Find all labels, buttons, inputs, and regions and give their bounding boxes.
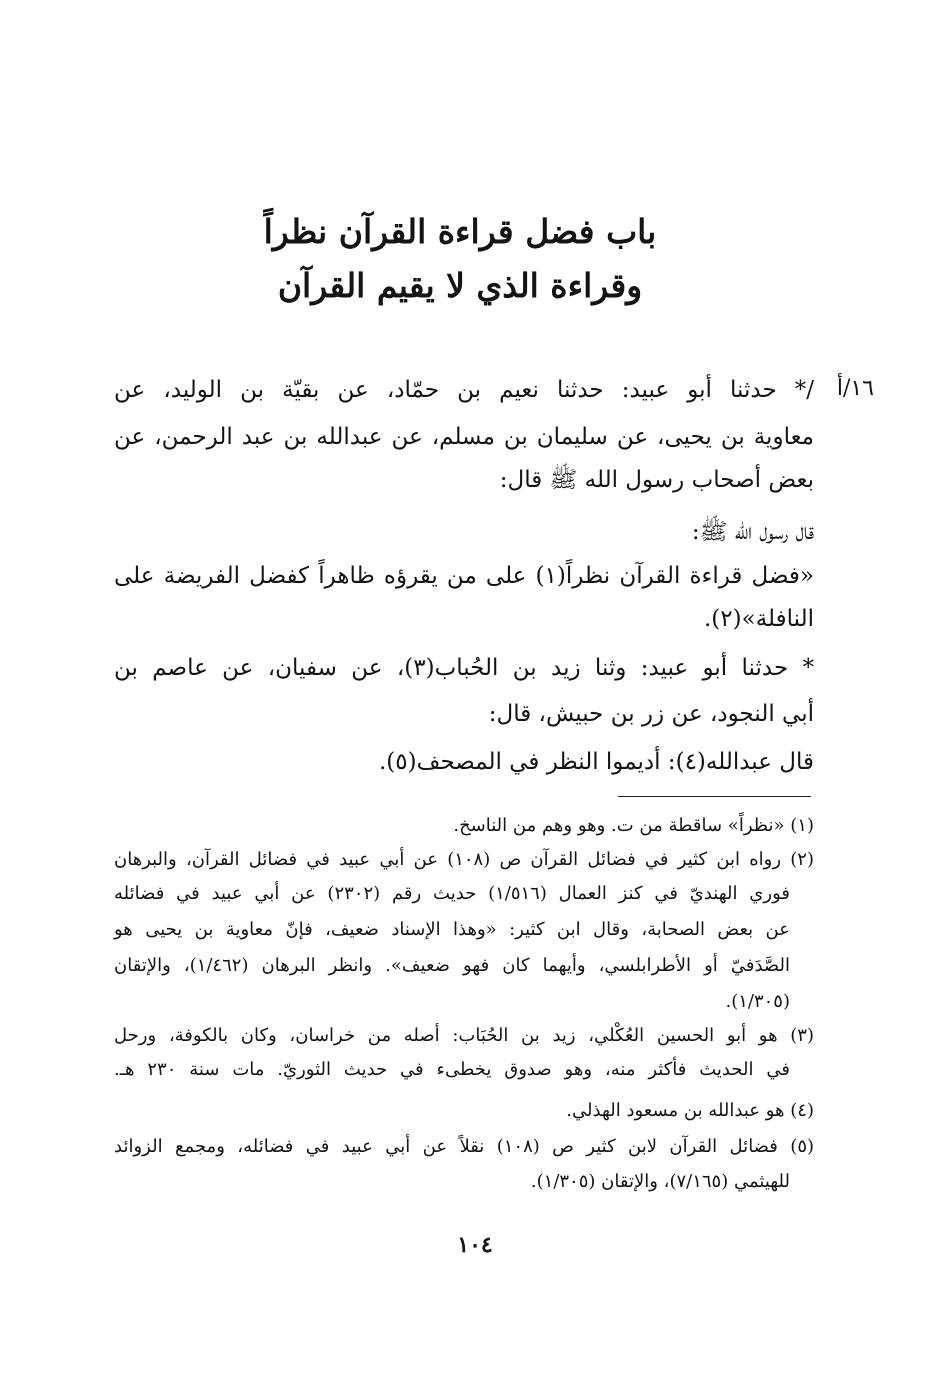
- footnote-line-5: الصَّدَفيّ أو الأطرابلسي، وأيهما كان فهو ضعيف». وانظر البرهان (١/٤٦٢)، والإتقان: [114, 955, 790, 976]
- body-line-6: النافلة»(٢).: [704, 606, 814, 632]
- page-number: ١٠٤: [457, 1232, 493, 1258]
- body-line-4: قال رسول الله ﷺ:: [691, 519, 814, 545]
- footnote-line-4: عن بعض الصحابة، وقال ابن كثير: «وهذا الإسناد ضعيف، فإنّ معاوية بن يحيى هو: [114, 919, 790, 940]
- footnote-line-1: (١) «نظراً» ساقطة من ت. وهو وهم من الناسخ.: [453, 815, 814, 836]
- footnote-line-3: فوري الهنديّ في كنز العمال (١/٥١٦) حديث رقم (٢٣٠٢) عن أبي عبيد في فضائله: [114, 883, 790, 904]
- body-line-9: قال عبدالله(٤): أديموا النظر في المصحف(٥).: [379, 749, 814, 775]
- footnote-line-10: (٥) فضائل القرآن لابن كثير ص (١٠٨) نقلاً عن أبي عبيد في فضائله، ومجمع الزوائد: [114, 1136, 815, 1157]
- footnote-line-11: للهيثمي (٧/١٦٥)، والإتقان (١/٣٠٥).: [530, 1171, 790, 1192]
- body-line-7: * حدثنا أبو عبيد: وثنا زيد بن الحُباب(٣)، عن سفيان، عن عاصم بن: [114, 655, 815, 681]
- footnote-line-6: (١/٣٠٥).: [725, 991, 790, 1012]
- footnote-line-8: في الحديث فأكثر منه، وهو صدوق يخطىء في حديث الثوريّ. مات سنة ٢٣٠ هـ.: [114, 1059, 790, 1080]
- footnote-separator: [618, 796, 811, 797]
- chapter-title-line-1: باب فضل قراءة القرآن نظراً: [263, 212, 657, 251]
- body-line-8: أبي النجود، عن زر بن حبيش، قال:: [488, 701, 814, 727]
- body-line-5: «فضل قراءة القرآن نظراً(١) على من يقرؤه ظاهراً كفضل الفريضة على: [114, 563, 814, 589]
- footnote-line-9: (٤) هو عبدالله بن مسعود الهذلي.: [566, 1100, 814, 1121]
- body-line-2: معاوية بن يحيى، عن سليمان بن مسلم، عن عبدالله بن عبد الرحمن، عن: [114, 424, 814, 450]
- manuscript-folio-ref: ١٦/أ: [836, 376, 874, 401]
- footnote-line-2: (٢) رواه ابن كثير في فضائل القرآن ص (١٠٨) عن أبي عبيد في فضائل القرآن، والبرهان: [114, 849, 814, 870]
- chapter-title-line-2: وقراءة الذي لا يقيم القرآن: [277, 266, 643, 305]
- body-line-1: /* حدثنا أبو عبيد: حدثنا نعيم بن حمّاد، عن بقيّة بن الوليد، عن: [114, 377, 814, 403]
- footnote-line-7: (٣) هو أبو الحسين العُكْلي، زيد بن الحُبَاب: أصله من خراسان، وكان بالكوفة، ورحل: [114, 1025, 814, 1046]
- body-line-3: بعض أصحاب رسول الله ﷺ قال:: [499, 467, 814, 493]
